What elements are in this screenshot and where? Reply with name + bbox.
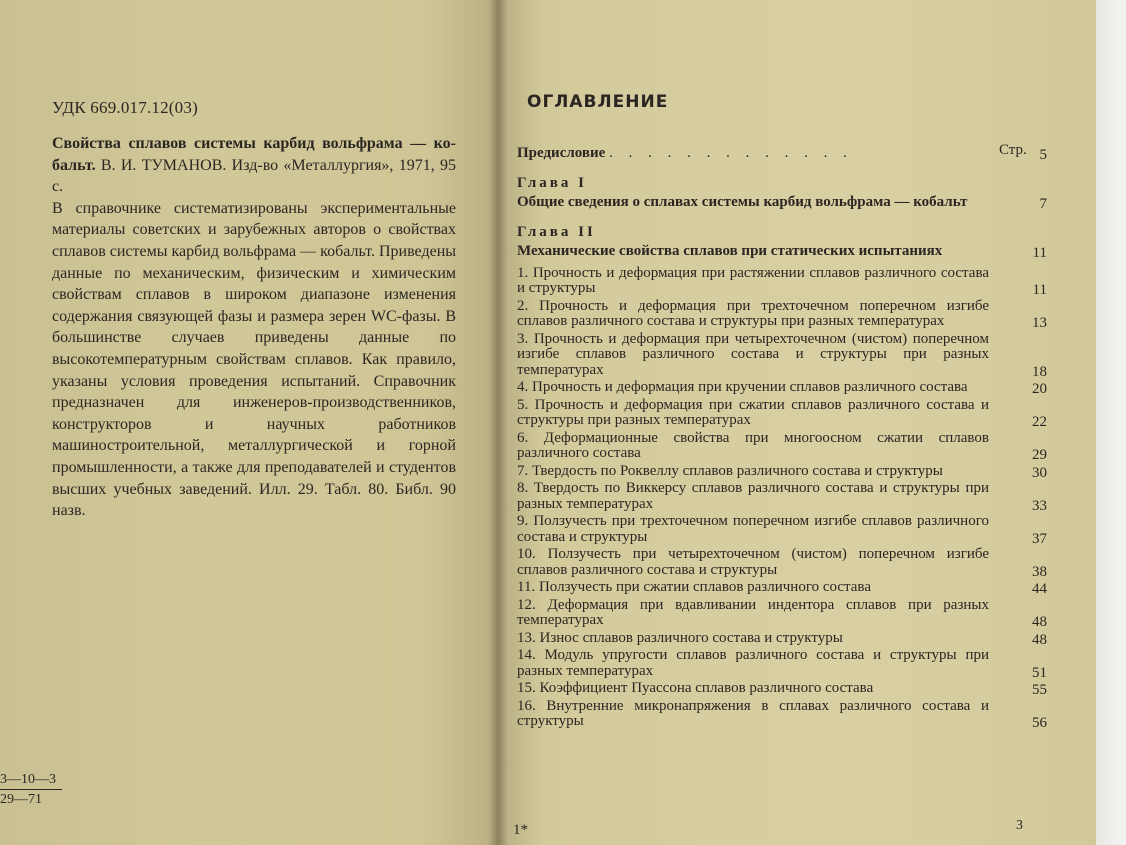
toc-entry-page: 37 <box>1032 530 1047 547</box>
book-title: Свойства сплавов системы карбид вольфрама — ко-бальт. <box>52 135 456 174</box>
toc-entry-page: 48 <box>1032 614 1047 630</box>
toc-entry-text: 16. Внутренние микронапряжения в сплавах различного состава и структуры <box>517 697 989 729</box>
toc-entry <box>517 379 1047 397</box>
table-of-contents <box>517 145 1047 732</box>
bibliographic-abstract <box>52 133 456 522</box>
chapter2-heading: Глава II <box>517 223 596 240</box>
chapter1-title: Общие сведения о сплавах системы карбид вольфрама — кобальт <box>517 194 968 210</box>
signature-mark: 1* <box>513 822 528 838</box>
toc-entry <box>517 647 1047 681</box>
page-folio: 3 <box>1016 818 1023 833</box>
chapter2-page: 11 <box>1032 245 1047 261</box>
toc-entry <box>517 264 1047 298</box>
toc-entry <box>517 629 1047 648</box>
toc-entry-page: 55 <box>1032 682 1047 698</box>
toc-entry-page: 29 <box>1032 447 1047 463</box>
toc-entry-text: 5. Прочность и деформация при сжатии сплавов различного состава и структуры при разных температурах <box>517 396 989 428</box>
toc-entry-text: 7. Твердость по Роквеллу сплавов различного состава и структуры <box>517 462 943 479</box>
preface-label: Предисловие <box>517 145 606 161</box>
preface-page: 5 <box>1039 147 1047 163</box>
toc-entry-chapter1 <box>517 194 1047 212</box>
toc-entry <box>517 429 1047 463</box>
toc-entry-page: 38 <box>1032 563 1047 580</box>
toc-entry-text: 8. Твердость по Виккерсу сплавов различного состава и структуры при разных температурах <box>517 480 989 512</box>
toc-entry-text: 6. Деформационные свойства при многоосном сжатии сплавов различного состава <box>517 429 989 461</box>
toc-entry-text: 12. Деформация при вдавливании индентора сплавов при разных температурах <box>517 596 989 628</box>
toc-title: ОГЛАВЛЕНИЕ <box>527 92 669 112</box>
background-edge <box>1096 0 1126 845</box>
toc-entry-text: 13. Износ сплавов различного состава и структуры <box>517 629 843 646</box>
toc-entry-page: 11 <box>1032 282 1047 298</box>
print-code-bottom: 29—71 <box>0 792 42 807</box>
toc-entry-text: 4. Прочность и деформация при кручении сплавов различного состава <box>517 379 968 395</box>
toc-entry-text: 11. Ползучесть при сжатии сплавов различного состава <box>517 579 871 595</box>
toc-entry <box>517 579 1047 597</box>
toc-entry <box>517 330 1047 380</box>
toc-entry-preface: Предисловие . . . . . . . . . . . . . 5 <box>517 145 1047 163</box>
toc-entry-page: 13 <box>1032 315 1047 331</box>
toc-entry <box>517 697 1047 731</box>
print-code-top: 3—10—3 <box>0 770 62 790</box>
toc-entry-page: 51 <box>1032 664 1047 681</box>
toc-entry <box>517 297 1047 331</box>
toc-entry-text: 14. Модуль упругости сплавов различного состава и структуры при разных температурах <box>517 647 989 679</box>
toc-entry-page: 18 <box>1032 363 1047 380</box>
toc-entry-page: 56 <box>1032 715 1047 731</box>
toc-entry-page: 30 <box>1032 464 1047 481</box>
toc-entry-text: 3. Прочность и деформация при четырехточечном (чистом) поперечном изгибе сплавов различного состава и структуры при разных температурах <box>517 330 989 378</box>
book-gutter <box>488 0 508 845</box>
udk-code: УДК 669.017.12(03) <box>52 98 198 117</box>
print-code <box>0 770 62 809</box>
chapter1-heading: Глава I <box>517 174 587 191</box>
chapter1-page: 7 <box>1039 196 1047 212</box>
abstract-text: В справочнике систематизированы экспериментальные материалы советских и зарубежных авторов о свойствах сплавов системы карбид вольфрама — кобальт. Приведены данные по механическим, физическим и химическим свойствам сплавов в широком диапазоне изменения содержания связующей фазы и размера зерен WC-фазы. В большинстве случаев приведены данные по высокотемпературным свойствам сплавов. Как правило, указаны условия проведения испытаний. Справочник предназначен для инженеров-производственников, конструкторов и научных работников машиностроительной, металлургической и горной промышленности, а также для преподавателей и студентов высших учебных заведений. Илл. 29. Табл. 80. Библ. 90 назв. <box>52 199 456 520</box>
chapter2-title: Механические свойства сплавов при статических испытаниях <box>517 243 943 259</box>
toc-entry <box>517 596 1047 630</box>
toc-entry-page: 22 <box>1032 414 1047 430</box>
page-column-header: Стр. <box>999 142 1027 158</box>
book-author-publisher: В. И. ТУМАНОВ. Изд-во «Металлургия», 1971, 95 с. <box>52 156 456 196</box>
toc-entry <box>517 462 1047 481</box>
toc-section-list <box>517 264 1047 731</box>
toc-entry-text: 10. Ползучесть при четырехточечном (чистом) поперечном изгибе сплавов различного состава и структуры <box>517 546 989 578</box>
toc-entry-page: 48 <box>1032 631 1047 648</box>
toc-entry-text: 9. Ползучесть при трехточечном поперечном изгибе сплавов различного состава и структуры <box>517 513 989 545</box>
toc-entry-text: 1. Прочность и деформация при растяжении сплавов различного состава и структуры <box>517 264 989 296</box>
toc-entry <box>517 480 1047 514</box>
toc-entry-text: 15. Коэффициент Пуассона сплавов различного состава <box>517 680 874 696</box>
toc-entry-page: 20 <box>1032 381 1047 397</box>
toc-entry <box>517 396 1047 430</box>
toc-entry <box>517 546 1047 580</box>
toc-entry-page: 33 <box>1032 497 1047 514</box>
toc-entry <box>517 680 1047 698</box>
toc-entry <box>517 513 1047 547</box>
toc-entry-chapter2 <box>517 243 1047 261</box>
toc-entry-text: 2. Прочность и деформация при трехточечном поперечном изгибе сплавов различного состава и структуры при разных температурах <box>517 297 989 329</box>
book-citation <box>52 133 456 198</box>
toc-entry-page: 44 <box>1032 581 1047 597</box>
